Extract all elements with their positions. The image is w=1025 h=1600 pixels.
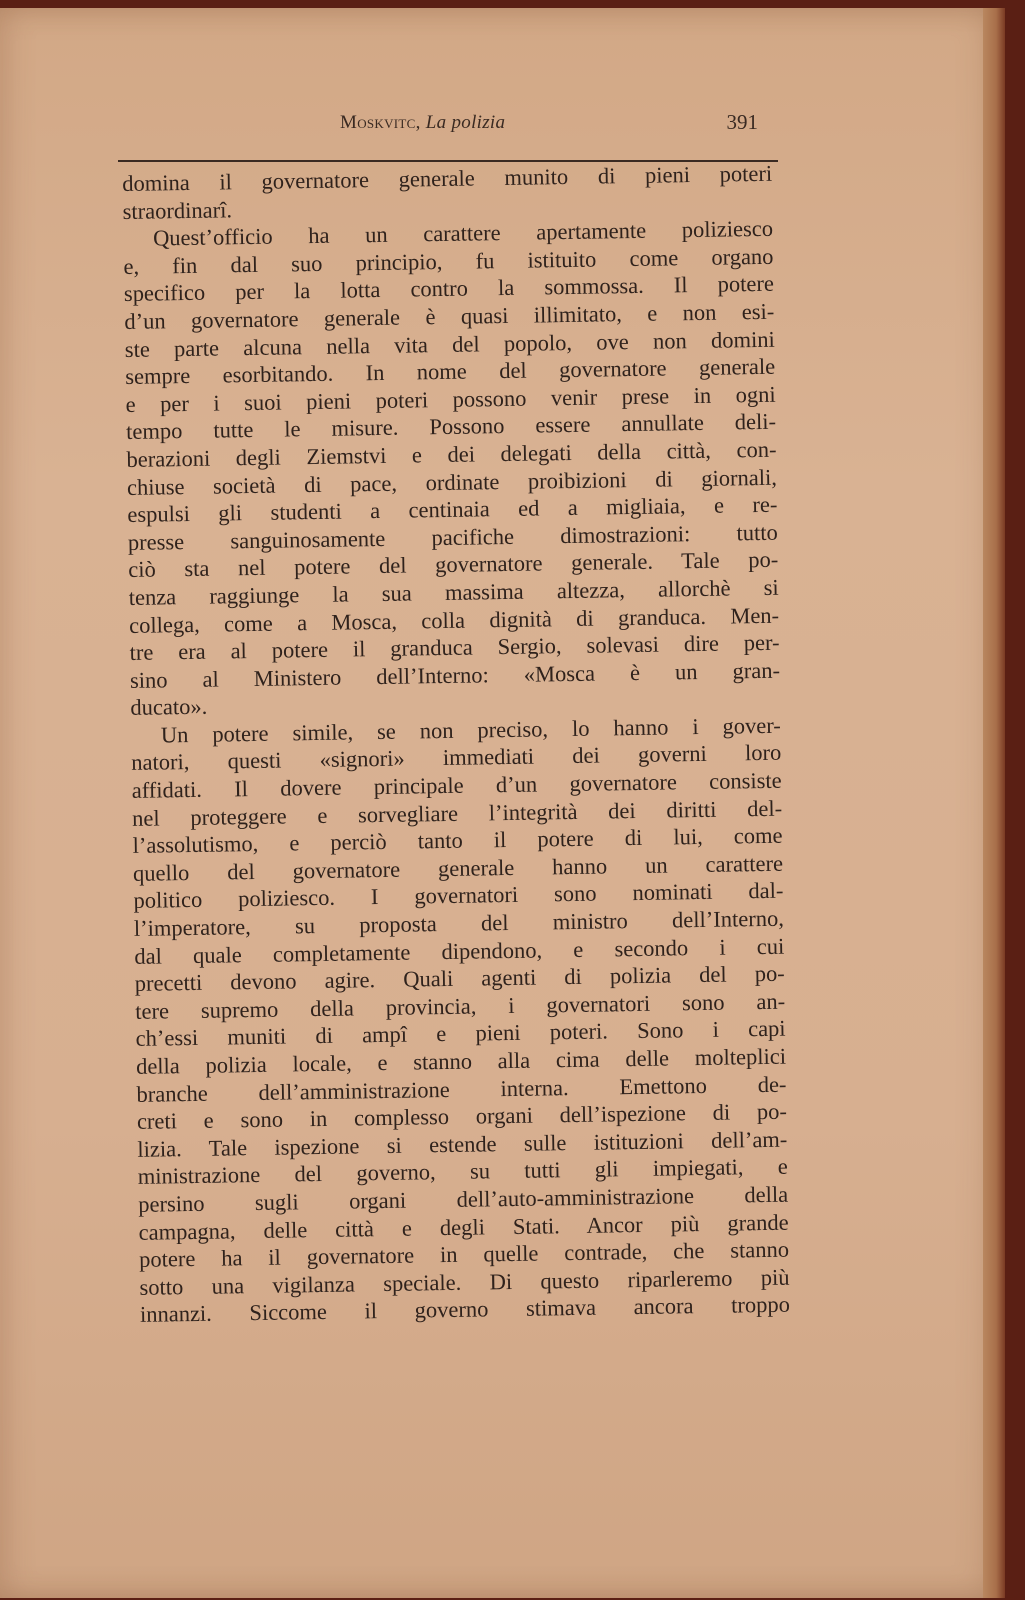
text-line: sempre esorbitando. In nome del governatore generale bbox=[125, 353, 776, 390]
text-line: ducato». bbox=[130, 694, 208, 721]
text-line: chiuse società di pace, ordinate proibizioni di giornali, bbox=[126, 464, 778, 500]
text-line: ch’essi muniti di ampî e pieni poteri. Sono i capi bbox=[135, 1016, 786, 1052]
text-line: e, fin dal suo principio, fu istituito come organo bbox=[123, 243, 774, 279]
text-line: ministrazione del governo, su tutti gli impiegati, e bbox=[137, 1154, 788, 1190]
page-edge bbox=[983, 8, 1005, 1598]
text-line: della polizia locale, e stanno alla cima delle molteplici bbox=[135, 1043, 787, 1079]
text-line: domina il governatore generale munito di pieni poteri bbox=[122, 160, 773, 196]
text-line: l’imperatore, su proposta del ministro dell’Interno, bbox=[133, 905, 785, 941]
text-line: politico poliziesco. I governatori sono nominati dal- bbox=[133, 878, 784, 914]
text-line: presse sanguinosamente pacifiche dimostrazioni: tutto bbox=[127, 519, 778, 555]
running-head-author: Moskvitc, bbox=[340, 112, 421, 133]
text-line: dal quale completamente dipendono, e secondo i cui bbox=[134, 933, 785, 969]
text-line: innanzi. Siccome il governo stimava ancora troppo bbox=[139, 1291, 791, 1328]
text-line: tempo tutte le misure. Possono essere annullate deli- bbox=[125, 409, 777, 445]
text-line: collega, come a Mosca, colla dignità di granduca. Men- bbox=[128, 602, 780, 638]
running-head-title: La polizia bbox=[425, 112, 506, 133]
text-line: lizia. Tale ispezione si estende sulle istituzioni dell’am- bbox=[137, 1126, 788, 1162]
text-line: tere supremo della provincia, i governatori sono an- bbox=[135, 988, 786, 1024]
text-line: Un potere simile, se non preciso, lo hanno i gover- bbox=[160, 712, 781, 748]
text-line: tenza raggiunge la sua massima altezza, allorchè si bbox=[128, 574, 779, 610]
text-line: precetti devono agire. Quali agenti di polizia del po- bbox=[134, 960, 785, 997]
text-line: quello del governatore generale hanno un carattere bbox=[132, 850, 784, 886]
text-line: affidati. Il dovere principale d’un governatore consiste bbox=[131, 767, 782, 803]
text-line: persino sugli organi dell’auto-amministrazione della bbox=[138, 1181, 789, 1217]
text-line: espulsi gli studenti a centinaia ed a migliaia, e re- bbox=[127, 491, 778, 528]
text-line: berazioni degli Ziemstvi e dei delegati della città, con- bbox=[126, 436, 777, 472]
text-line: straordinarî. bbox=[122, 196, 233, 224]
text-line: ciò sta nel potere del governatore generale. Tale po- bbox=[128, 547, 779, 583]
body-text bbox=[122, 160, 790, 1329]
text-line: sino al Ministero dell’Interno: «Mosca è un gran- bbox=[129, 657, 781, 693]
text-line: branche dell’amministrazione interna. Emettono de- bbox=[136, 1071, 787, 1107]
text-line: nel proteggere e sorvegliare l’integrità dei diritti del- bbox=[131, 795, 783, 831]
page-header bbox=[120, 112, 780, 142]
text-line: natori, questi «signori» immediati dei governi loro bbox=[131, 740, 782, 776]
text-line: tre era al potere il granduca Sergio, solevasi dire per- bbox=[129, 629, 780, 666]
page-number: 391 bbox=[726, 110, 758, 134]
text-line: sotto una vigilanza speciale. Di questo riparleremo più bbox=[139, 1264, 790, 1300]
text-line: campagna, delle città e degli Stati. Ancor più grande bbox=[138, 1209, 789, 1245]
text-line: creti e sono in complesso organi dell’ispezione di po- bbox=[136, 1098, 788, 1135]
text-line: d’un governatore generale è quasi illimitato, e non esi- bbox=[124, 298, 775, 334]
text-line: e per i suoi pieni poteri possono venir prese in ogni bbox=[125, 381, 776, 417]
text-line: l’assolutismo, e perciò tanto il potere di lui, come bbox=[132, 822, 783, 859]
text-line: ste parte alcuna nella vita del popolo, ove non domini bbox=[124, 326, 775, 362]
running-head bbox=[340, 112, 505, 134]
text-line: potere ha il governatore in quelle contrade, che stanno bbox=[138, 1236, 790, 1273]
text-line: specifico per la lotta contro la sommossa. Il potere bbox=[123, 271, 775, 307]
book-page bbox=[0, 8, 1005, 1598]
text-line: Quest’officio ha un carattere apertamente poliziesco bbox=[152, 215, 774, 251]
